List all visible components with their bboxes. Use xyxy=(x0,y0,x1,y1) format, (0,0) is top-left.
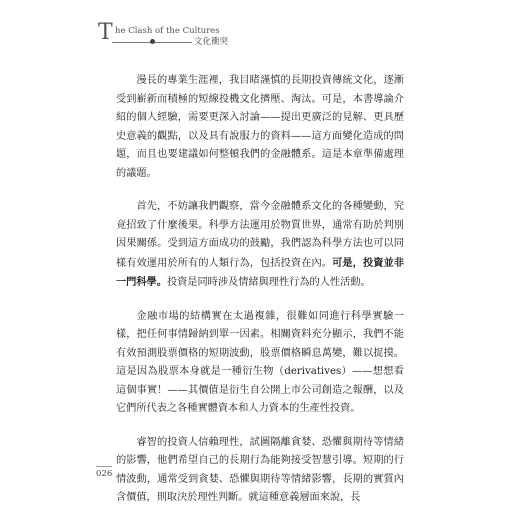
body-text xyxy=(116,72,404,523)
paragraph xyxy=(116,308,404,419)
running-head-title-english: he Clash of the Cultures xyxy=(115,26,220,36)
running-head-title-chinese: 文化衝突 xyxy=(194,37,229,47)
paragraph-text: 投資是同時涉及情緒與理性行為的人性活動。 xyxy=(166,277,371,288)
running-head-dot-icon xyxy=(150,39,155,44)
running-head-initial: T xyxy=(98,20,113,45)
paragraph-text: 睿智的投資人信賴理性，試圖隔離貪婪、恐懼與期待等情緒的影響，他們希望自己的長期行為能夠接受智慧引導。短期的行情波動，通常受到貪婪、恐懼與期待等情緒影響，長期的實質內含價值，則取決於理性判斷。就這種意義層面來說，長 xyxy=(116,436,404,503)
paragraph-text: 首先，不妨讓我們觀察，當今金融體系文化的各種變動，究竟招致了什麼後果。科學方法運用於物質世界，通常有助於判別因果關係。受到這方面成功的鼓勵，我們認為科學方法也可以同樣有效運用於所有的人類行為，包括投資在內。 xyxy=(116,201,404,269)
page-number: 026 xyxy=(96,469,113,479)
paragraph-text: 漫長的專業生涯裡，我目睹謹慎的長期投資傳統文化，逐漸受到嶄新而積極的短線投機文化擠壓、淘汰。可是，本書導論介紹的個人經驗，需要更深入討論——提出更廣泛的見解、更具歷史意義的觀點，以及具有說服力的資料——這方面變化造成的問題，而且也要建議如何整頓我們的金融體系。這是本章準備處理的議題。 xyxy=(116,75,404,179)
folio-rule xyxy=(96,466,112,467)
paragraph-text: 金融市場的結構實在太過複雜，很難如同進行科學實驗一樣，把任何事情歸納到單一因素。相關資料充分顯示，我們不能有效預測股票價格的短期波動，股票價格瞬息萬變，難以捉摸。這是因為股票本身就是一種衍生物（derivatives）——想想看這個事實！——其價值是衍生自公開上市公司創造之報酬，以及它們所代表之各種實體資本和人力資本的生產性投資。 xyxy=(116,310,404,414)
running-head xyxy=(98,22,228,54)
paragraph xyxy=(116,72,404,183)
paragraph xyxy=(116,434,404,508)
paragraph-emphasis: 可是，投資並非一門科學。 xyxy=(116,256,405,288)
paragraph xyxy=(116,198,404,293)
